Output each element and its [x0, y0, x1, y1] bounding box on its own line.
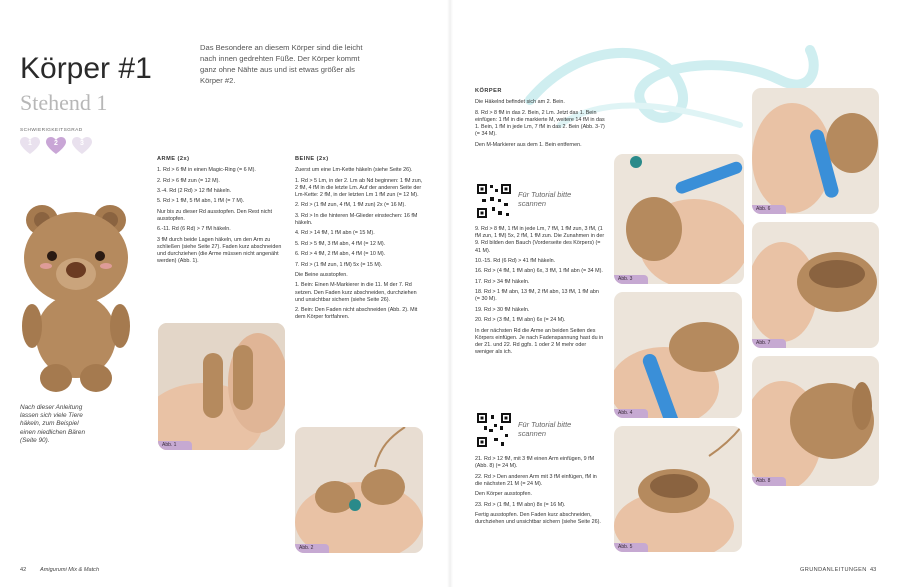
- instruction-row: Nur bis zu dieser Rd ausstopfen. Den Rest nicht ausstopfen.: [157, 208, 273, 222]
- difficulty-heart-3: [72, 137, 92, 155]
- photo-abb-6: [752, 88, 879, 214]
- instruction-row: 1. Rd > 5 Lm, in der 2. Lm ab Nd beginnen: 1 fM zun, 2 fM, 4 fM in die letzte Lm. Auf der anderen Seite der Lm-Kette: 2 fM, in der letzten Lm 1 fM zun (= 12 M).: [295, 177, 423, 198]
- instruction-row: 23. Rd > (1 fM, 1 fM abn) 8x (= 16 M).: [475, 501, 566, 508]
- instruction-row: 3.-4. Rd (2 Rd) > 12 fM häkeln.: [157, 187, 232, 194]
- beine-section: [295, 156, 425, 325]
- crochet-body-photo: [614, 426, 742, 552]
- koerper-section-c: [475, 456, 605, 530]
- book-title: Amigurumi Mix & Match: [40, 567, 100, 573]
- bear-caption: Nach dieser Anleitung lassen sich viele Tiere häkeln, zum Beispiel einen niedlichen Bären (Seite 90).: [20, 404, 86, 444]
- crochet-hook-photo: [614, 154, 744, 284]
- intro-text: Das Besondere an diesem Körper sind die leicht nach innen gedrehten Füße. Der Körper kommt ganz ohne Nähte aus und ist etwas größer als Körper #2.: [200, 43, 363, 85]
- instruction-row: 6.-11. Rd (6 Rd) > 7 fM häkeln.: [157, 226, 231, 233]
- photo-label: Abb. 1: [158, 441, 192, 450]
- difficulty-number: 3: [80, 140, 84, 147]
- koerper-section-b: [475, 226, 605, 360]
- instruction-row: 3. Rd > In die hinteren M-Glieder einstechen: 16 fM häkeln.: [295, 212, 418, 226]
- instruction-row: Die Häkelnd befindet sich am 2. Bein.: [475, 99, 565, 106]
- difficulty-label: SCHWIERIGKEITSGRAD: [20, 128, 83, 133]
- instruction-row: 19. Rd > 30 fM häkeln.: [475, 306, 530, 313]
- instruction-row: 9. Rd > 8 fM, 1 fM in jede Lm, 7 fM, 1 fM zun, 3 fM, (1 fM zun, 1 fM) 5x, 2 fM, 1 fM zun. Die Zunahmen in der 9. Rd bilden den Bauch (Vorderseite des Körpers) (= 41 M).: [475, 226, 605, 254]
- photo-label: Abb. 7: [752, 339, 786, 348]
- crochet-arms-photo: [158, 323, 285, 450]
- photo-label: Abb. 5: [614, 543, 648, 552]
- instruction-row: 21. Rd > 12 fM, mit 3 fM einen Arm einfügen, 9 fM (Abb. 8) (= 24 M).: [475, 456, 595, 470]
- difficulty-heart-1: [20, 137, 40, 155]
- crochet-hook-photo: [614, 292, 742, 418]
- photo-abb-3: [614, 154, 744, 284]
- instruction-row: 20. Rd > (3 fM, 1 fM abn) 6x (= 24 M).: [475, 317, 566, 324]
- photo-abb-1: [158, 323, 285, 450]
- instruction-row: Zuerst um eine Lm-Kette häkeln (siehe Seite 26).: [295, 167, 413, 174]
- instruction-row: 8. Rd > 8 fM in das 2. Bein, 2 Lm. Jetzt das 1. Bein einfügen: 1 fM in die markierte M, weitere 14 fM in das 1. Bein, 1 fM in jede Lm, 7 fM in das 2. Bein (Abb. 3-7) (= 34 M).: [475, 109, 605, 138]
- difficulty-number: 2: [54, 140, 58, 147]
- arme-section: [157, 156, 285, 269]
- page-title: Körper #1: [20, 52, 152, 85]
- page-subtitle: Stehend 1: [20, 90, 108, 115]
- photo-label: Abb. 2: [295, 544, 329, 553]
- section-name: GRUNDANLEITUNGEN: [800, 567, 867, 573]
- page-number-right: 43: [870, 567, 877, 573]
- photo-abb-7: [752, 222, 879, 348]
- instruction-row: 1. Bein: Einen M-Markierer in die 11. M der 7. Rd setzen. Den Faden kurz abschneiden, durchziehen und unsichtbar sichern (siehe Seite 26).: [295, 282, 417, 303]
- koerper-section-a: [475, 88, 605, 152]
- instruction-row: 5. Rd > 5 fM, 3 fM abn, 4 fM (= 12 M).: [295, 240, 386, 247]
- instruction-row: 2. Rd > (1 fM zun, 4 fM, 1 fM zun) 2x (= 16 M).: [295, 202, 406, 209]
- instruction-row: 17. Rd > 34 fM häkeln.: [475, 278, 530, 285]
- photo-abb-8: [752, 356, 879, 486]
- instruction-row: 1. Rd > 6 fM in einen Magic-Ring (= 6 M).: [157, 167, 256, 174]
- photo-label: Abb. 4: [614, 409, 648, 418]
- beine-heading: BEINE (2x): [295, 156, 329, 162]
- instruction-row: Den M-Markierer aus dem 1. Bein entfernen.: [475, 141, 582, 148]
- tutorial-hint: Für Tutorial bitte scannen: [518, 420, 572, 438]
- photo-label: Abb. 3: [614, 275, 648, 284]
- qr-code-icon[interactable]: [476, 412, 512, 448]
- photo-label: Abb. 6: [752, 205, 786, 214]
- instruction-row: 10.-15. Rd (6 Rd) > 41 fM häkeln.: [475, 258, 556, 264]
- photo-abb-5: [614, 426, 742, 552]
- instruction-row: 22. Rd > Den anderen Arm mit 3 fM einfügen, fM in die nächsten 21 M (= 24 M).: [475, 473, 597, 487]
- crochet-legs-photo: [295, 427, 423, 553]
- photo-abb-4: [614, 292, 742, 418]
- difficulty-heart-2: [46, 137, 66, 155]
- instruction-row: 7. Rd > (1 fM zun, 1 fM) 5x (= 15 M).: [295, 261, 383, 268]
- crochet-body-photo: [752, 222, 879, 348]
- photo-abb-2: [295, 427, 423, 553]
- koerper-heading: KÖRPER: [475, 88, 502, 94]
- difficulty-number: 1: [28, 140, 32, 147]
- photo-label: Abb. 8: [752, 477, 786, 486]
- arme-heading: ARME (2x): [157, 156, 190, 162]
- crochet-hook-photo: [752, 88, 879, 214]
- qr-code-icon[interactable]: [476, 183, 512, 219]
- instruction-row: 6. Rd > 4 fM, 2 fM abn, 4 fM (= 10 M).: [295, 251, 386, 258]
- page-number-left: 42: [20, 567, 27, 573]
- instruction-row: Die Beine ausstopfen.: [295, 271, 348, 278]
- instruction-row: In der nächsten Rd die Arme an beiden Seiten des Körpers einfügen. Je nach Fadenspannung hast du in der 21. und 22. Rd ggfs. 1 oder 2 M mehr oder weniger als ich.: [475, 327, 604, 356]
- crochet-body-photo: [752, 356, 879, 486]
- instruction-row: 16. Rd > (4 fM, 1 fM abn) 6x, 3 fM, 1 fM abn (= 34 M).: [475, 268, 603, 275]
- instruction-row: 4. Rd > 14 fM, 1 fM abn (= 15 M).: [295, 230, 375, 237]
- instruction-row: Fertig ausstopfen. Den Faden kurz abschneiden, durchziehen und unsichtbar sichern (siehe Seite 26).: [475, 511, 601, 526]
- instruction-row: 18. Rd > 1 fM abn, 13 fM, 2 fM abn, 13 fM, 1 fM abn (= 30 M).: [475, 289, 599, 303]
- page-gutter: [447, 0, 453, 587]
- instruction-row: 2. Rd > 6 fM zun (= 12 M).: [157, 177, 220, 184]
- instruction-row: 5. Rd > 1 fM, 5 fM abn, 1 fM (= 7 M).: [157, 198, 245, 205]
- teddy-bear-photo: [6, 198, 146, 398]
- instruction-row: 2. Bein: Den Faden nicht abschneiden (Abb. 2). Mit dem Körper fortfahren.: [295, 307, 418, 321]
- instruction-row: 3 fM durch beide Lagen häkeln, um den Arm zu schließen (siehe Seite 27). Faden kurz abschneiden und durchziehen (die Arme müssen nicht angenäht werden) (Abb. 1).: [157, 236, 282, 265]
- instruction-row: Den Körper ausstopfen.: [475, 491, 532, 498]
- tutorial-hint: Für Tutorial bitte scannen: [518, 190, 572, 208]
